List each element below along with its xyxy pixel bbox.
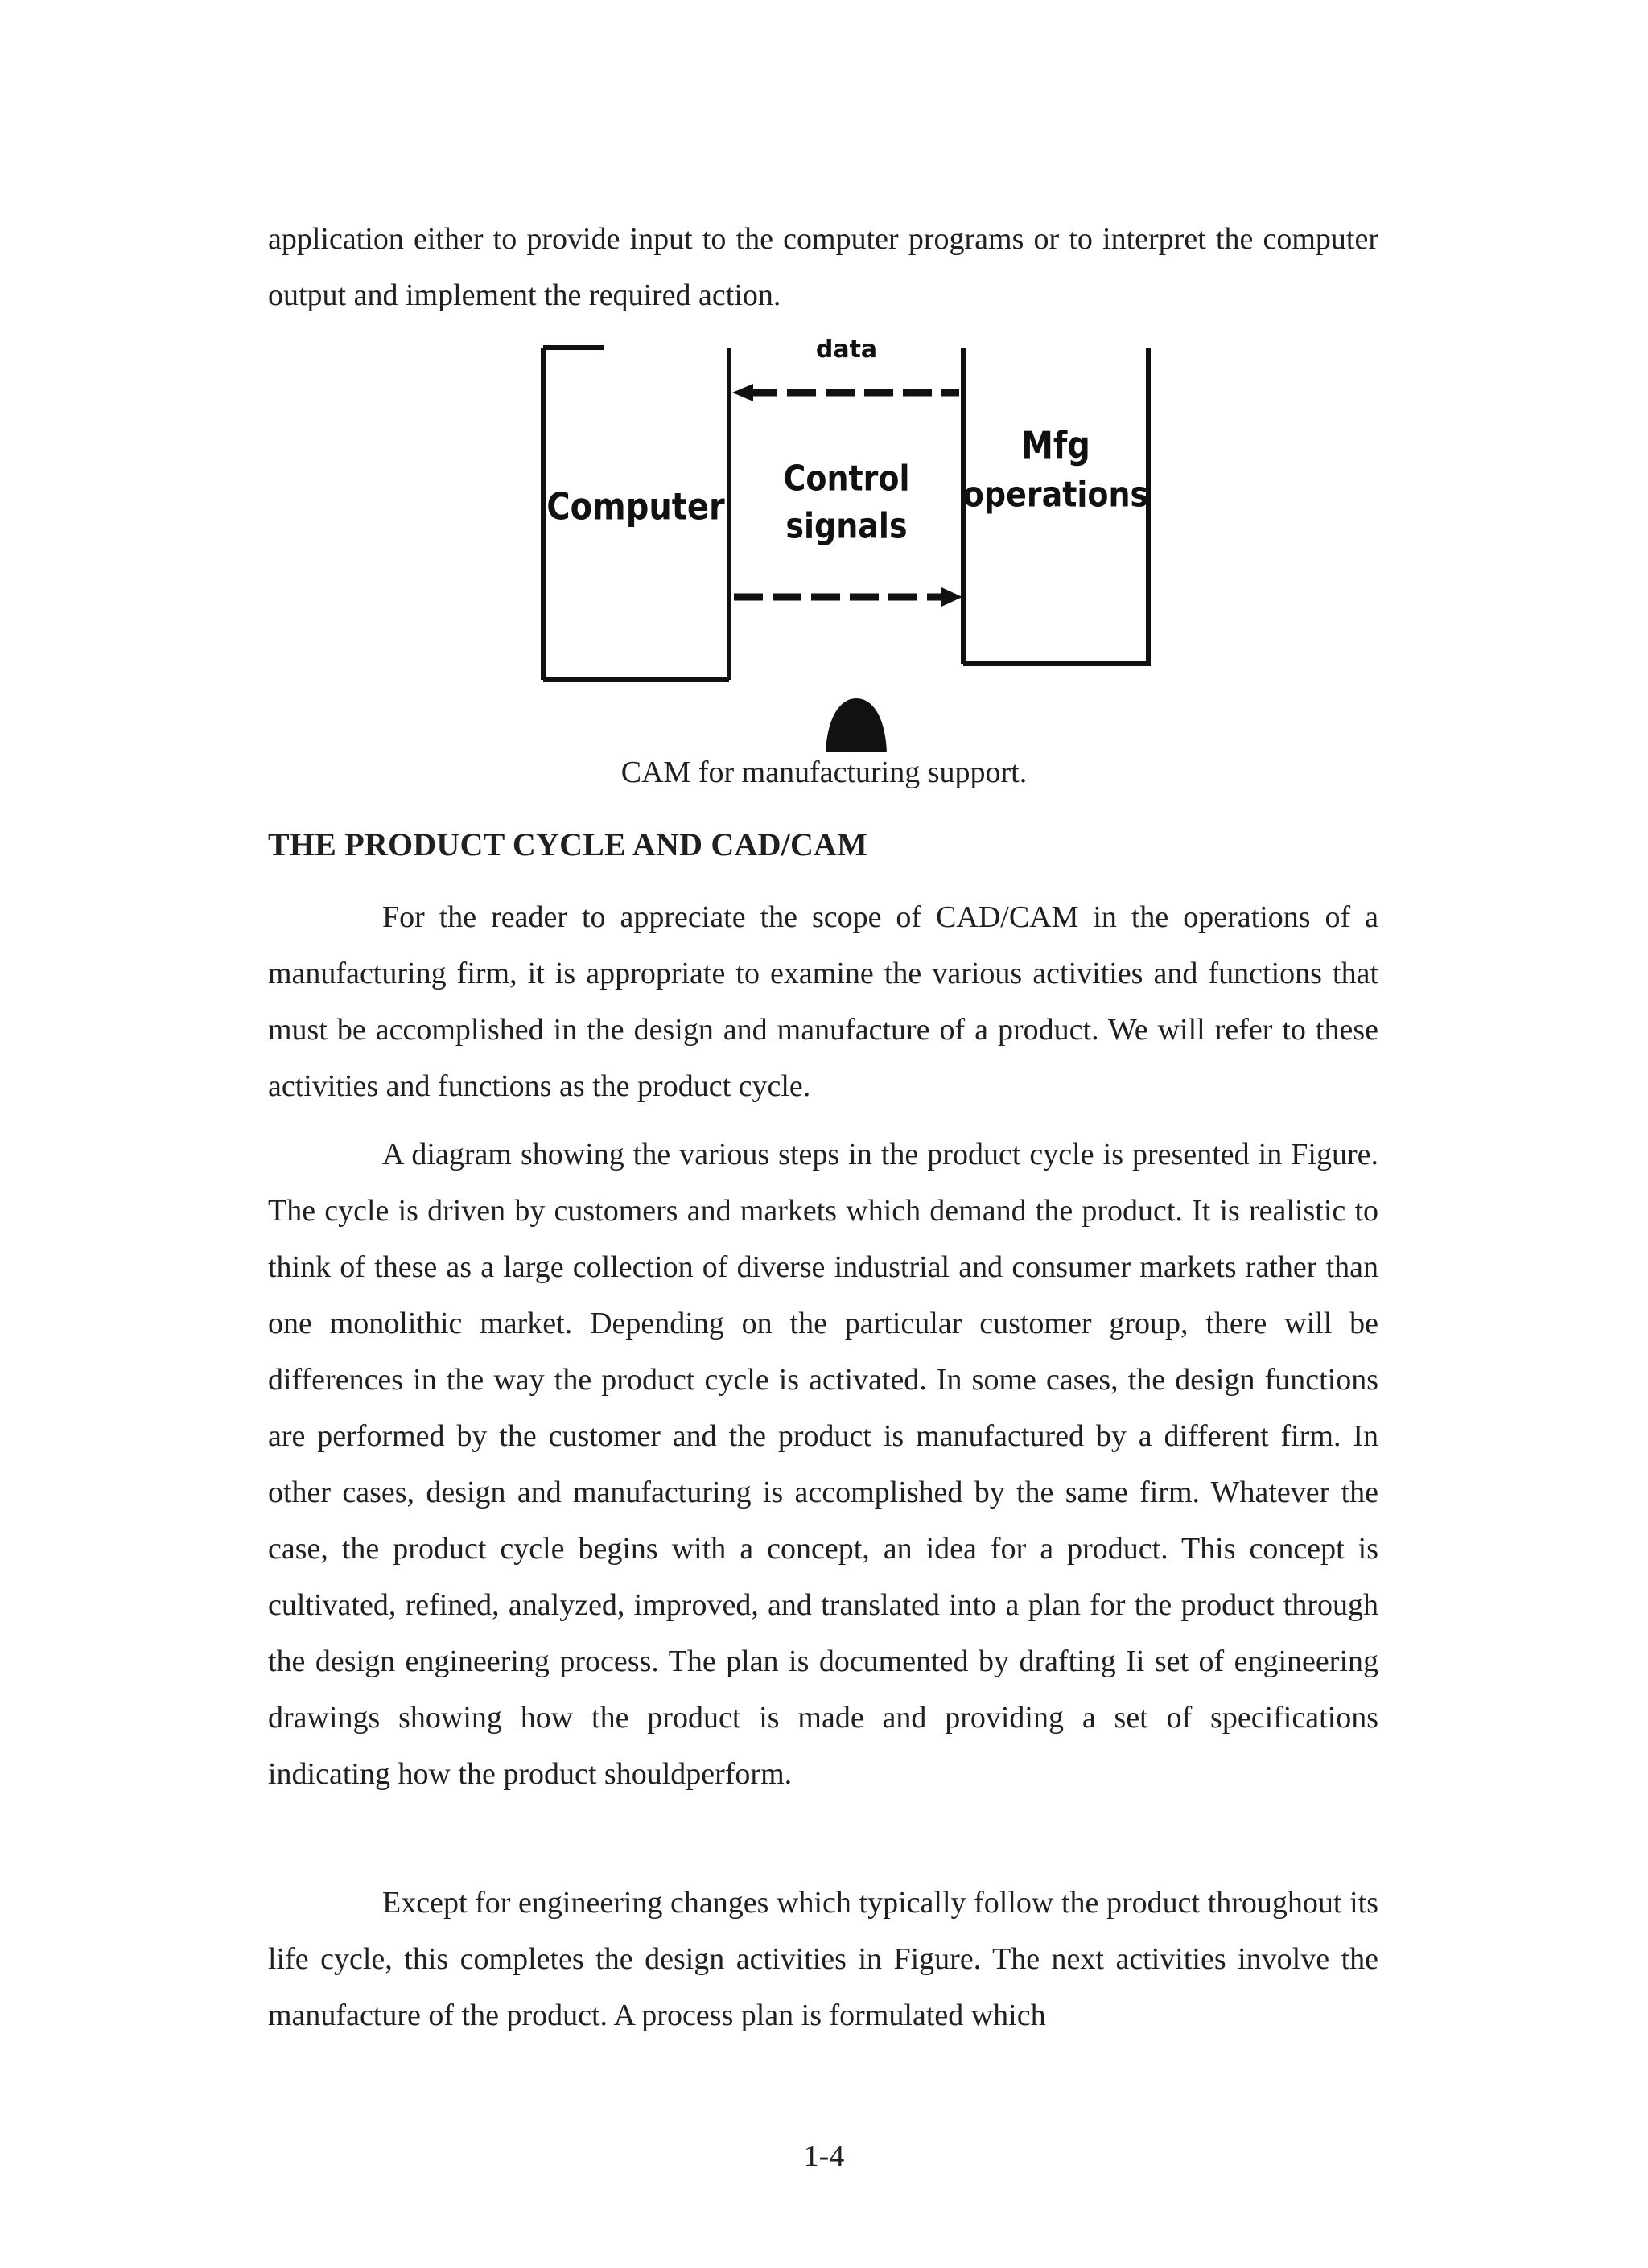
operations-label: operations xyxy=(962,473,1149,515)
control-label: Control xyxy=(783,458,910,500)
dome-mark xyxy=(826,698,887,752)
data-arrow xyxy=(732,384,959,401)
paragraph-2: A diagram showing the various steps in the product cycle is presented in Figure. The cycle is driven by customers and markets which demand the product. It is realistic to think of these as a large collection of diverse industrial and consumer markets rather than one monolithic market. Depending on the particular customer group, there will be differences in the way the product cycle is activated. In some cases, the design functions are performed by the customer and the product is manufactured by a different firm. In other cases, design and manufacturing is accomplished by the same firm. Whatever the case, the product cycle begins with a concept, an idea for a product. This concept is cultivated, refined, analyzed, improved, and translated into a plan for the product through the design engineering process. The plan is documented by drafting Ii set of engineering drawings showing how the product is made and providing a set of specifications indicating how the product shouldperform. xyxy=(268,1138,1378,1791)
computer-label: Computer xyxy=(546,485,725,529)
control-signals-arrow xyxy=(734,587,962,607)
section-heading: THE PRODUCT CYCLE AND CAD/CAM xyxy=(268,826,868,862)
figure-caption: CAM for manufacturing support. xyxy=(620,755,1028,789)
mfg-label: Mfg xyxy=(1021,424,1090,468)
paragraph-3: Except for engineering changes which typically follow the product throughout its life cycle, this completes the design activities in Figure. The next activities involve the manufacture of the product. A process plan is formulated which xyxy=(268,1886,1378,2032)
signals-label: signals xyxy=(785,504,908,547)
data-label: data xyxy=(815,338,878,364)
intro-paragraph: application either to provide input to the computer programs or to interpret the computer output and implement the required action. xyxy=(268,222,1378,312)
page-number: 1-4 xyxy=(803,2139,845,2173)
paragraph-1: For the reader to appreciate the scope of CAD/CAM in the operations of a manufacturing firm, it is appropriate to examine the various activities and functions that must be accomplished in the design and manufacture of a product. We will refer to these activities and functions as the product cycle. xyxy=(268,900,1378,1103)
cam-diagram xyxy=(515,338,1167,756)
